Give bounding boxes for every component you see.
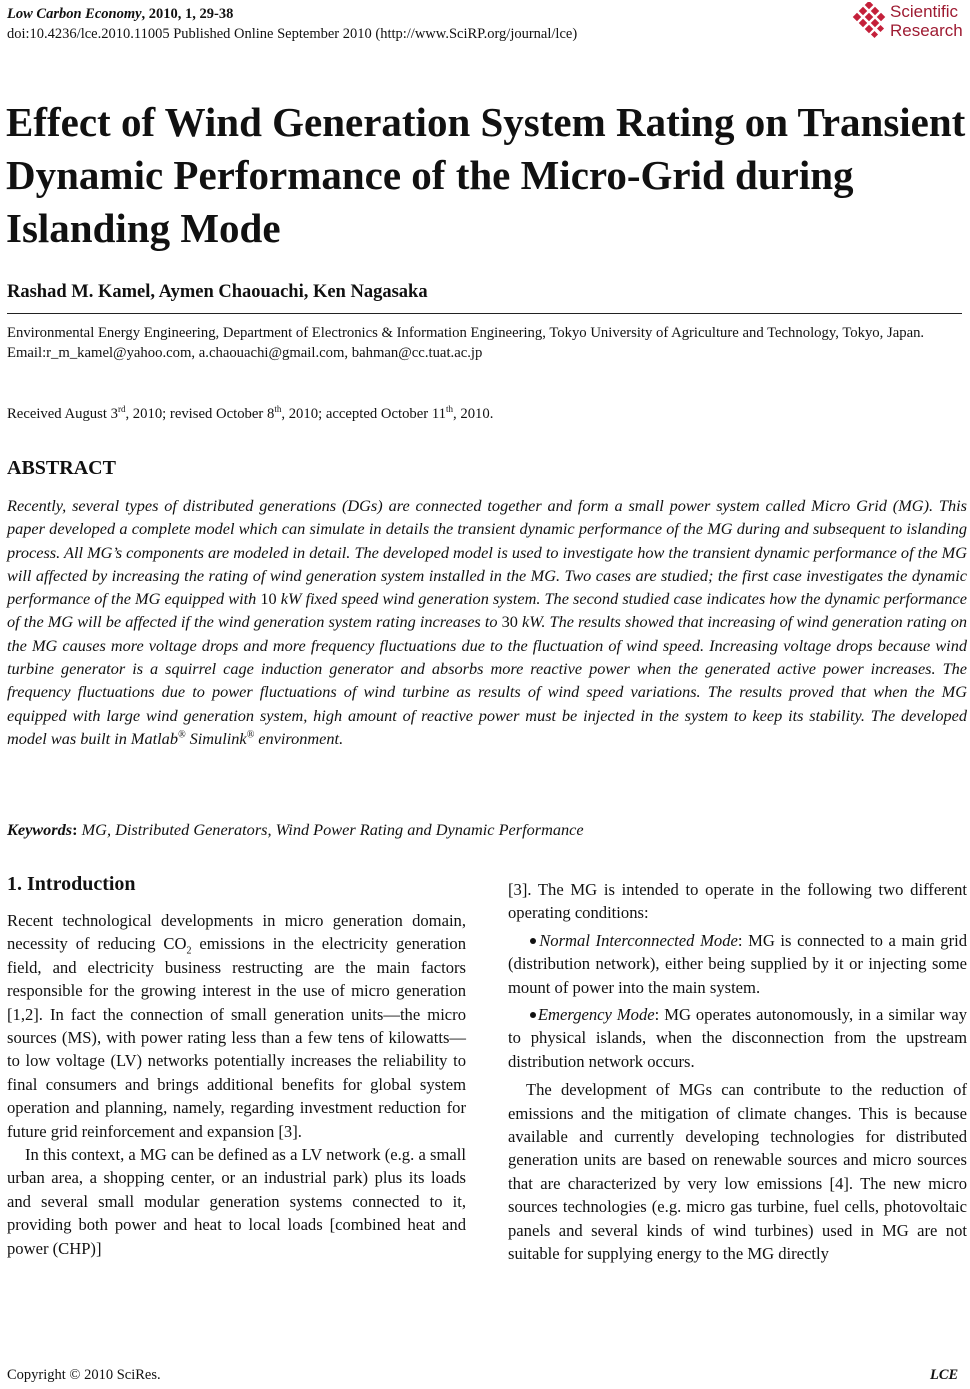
intro-paragraph-2: In this context, a MG can be defined as a LV network (e.g. a small urban area, a shopping center, or an industrial park) plus its loads and several small modular generation systems connected to it, providing both power and heat to local loads [combined heat and power (CHP)] xyxy=(7,1145,466,1258)
section-heading-introduction: 1. Introduction xyxy=(7,873,136,895)
co2-subscript: 2 xyxy=(186,945,192,957)
right-column xyxy=(508,878,967,1266)
bullet-icon xyxy=(530,1012,536,1018)
affiliation-block xyxy=(7,323,967,363)
author-list: Rashad M. Kamel, Aymen Chaouachi, Ken Nagasaka xyxy=(7,282,428,302)
scientific-research-logo xyxy=(852,2,970,42)
abstract-text: ) are connected together and form a small power system called Micro Grid ( xyxy=(377,496,899,515)
intro-paragraph-4: The development of MGs can contribute to the reduction of emissions and the mitigation of climate changes. This is because available and currently developing technologies for distributed generation units are based on renewable sources and micro sources that are characterized by very low emissions [4]. The new micro sources technologies (e.g. micro gas turbine, fuel cells, photovoltaic panels and several kinds of wind turbines) used in MG are not suitable for supplying energy to the MG directly xyxy=(508,1080,967,1264)
abstract-text: kW. The results showed that increasing of wind generation rating on the MG causes more voltage drops and more frequency fluctuations due to the fluctuation of wind speed. Increasing voltage drops because wind turbine generator is a squirrel cage induction generator and absorbs more reactive power when the generated active power increases. The frequency fluctuations due to power fluctuations of wind turbine as results of wind speed variations. The results proved that when the MG equipped with large wind generation system, high amount of reactive power must be injected in the system to keep its stability. The developed model was built in Matlab xyxy=(7,612,968,748)
intro-paragraph-3: [3]. The MG is intended to operate in the following two different operating conditions: xyxy=(508,880,967,923)
abstract-text: kW fixed speed wind generation system. The second studied case indicates how the dynamic performance of the MG will be affected if the wind generation system rating increases to xyxy=(7,589,968,632)
bullet-icon xyxy=(530,938,536,944)
received-text: Received August 3 xyxy=(7,405,118,422)
accepted-year: , 2010. xyxy=(453,405,494,422)
footer-journal-abbr: LCE xyxy=(930,1367,959,1383)
bullet-label: Normal Interconnected Mode xyxy=(539,930,738,950)
intro-paragraph-1 xyxy=(7,909,466,1143)
abstract-body xyxy=(7,494,967,750)
received-sup: rd xyxy=(117,404,126,414)
abstract-text: environment. xyxy=(254,728,344,748)
accepted-text: , 2010; accepted October 11 xyxy=(281,405,446,422)
logo-text-research: Research xyxy=(890,21,963,40)
abstract-text: DGs xyxy=(347,496,378,515)
abstract-text: ). This paper developed a complete model which can simulate in details the transient dynamic performance of the MG during and subsequent to islanding process. All MG’s components are modeled in detail. The developed model is used to investigate how the transient dynamic performance of the MG will affected by increasing the rating of wind generation system installed in the MG. Two cases are studied; the first case investigates the dynamic performance of the MG equipped with xyxy=(7,496,967,609)
journal-citation xyxy=(7,4,577,24)
abstract-number: 30 xyxy=(501,612,518,632)
logo-mark-icon xyxy=(852,2,888,40)
abstract-text: Simulink xyxy=(185,728,247,748)
journal-header xyxy=(7,4,577,44)
abstract-number: 10 xyxy=(260,589,277,609)
bullet-normal-mode xyxy=(508,929,967,999)
keywords xyxy=(7,820,584,840)
received-dates xyxy=(7,404,493,423)
doi-line: doi:10.4236/lce.2010.11005 Published Online September 2010 (http://www.SciRP.org/journal/lce) xyxy=(7,26,578,42)
footer-copyright: Copyright © 2010 SciRes. xyxy=(7,1367,161,1383)
keywords-text: MG, Distributed Generators, Wind Power Rating and Dynamic Performance xyxy=(81,820,584,839)
affiliation: Environmental Energy Engineering, Department of Electronics & Information Engineering, Tokyo University of Agriculture and Technology, Tokyo, Japan. xyxy=(7,325,925,341)
bullet-label: Emergency Mode xyxy=(537,1005,655,1025)
accepted-sup: th xyxy=(445,404,453,414)
revised-text: , 2010; revised October 8 xyxy=(125,405,275,422)
email-line: Email:r_m_kamel@yahoo.com, a.chaouachi@gmail.com, bahman@cc.tuat.ac.jp xyxy=(7,345,483,361)
bullet-text: : MG is connected to a main grid (distribution network), either being supplied by it or injecting some mount of power into the main system. xyxy=(508,930,967,997)
bullet-emergency-mode xyxy=(508,1003,967,1073)
abstract-text: MG xyxy=(898,496,924,515)
logo-text-scientific: Scientific xyxy=(890,2,959,21)
paragraph-text: emissions in the electricity generation field, and electricity business restructing are the main factors responsible for the growing interest in the use of micro generation [1,2]. In fact the connection of small generation units—the micro sources (MS), with power rating less than a few tens of kilowatts—to low voltage (LV) networks potentially increases the reliability to final consumers and brings additional benefits for global system operation and planning, namely, regarding investment reduction for future grid reinforcement and expansion [3]. xyxy=(7,934,466,1141)
abstract-heading: ABSTRACT xyxy=(7,457,116,479)
revised-sup: th xyxy=(274,404,282,414)
paper-title: Effect of Wind Generation System Rating on Transient Dynamic Performance of the Micro-Grid during Islanding Mode xyxy=(6,99,966,251)
registered-mark: ® xyxy=(177,729,186,741)
abstract-text: Recently, several types of distributed generations ( xyxy=(7,496,348,515)
author-divider xyxy=(7,313,962,314)
bullet-text: : MG operates autonomously, in a similar way to physical islands, when the disconnection from the upstream distribution network occurs. xyxy=(508,1005,967,1071)
paragraph-text: Recent technological developments in micro generation domain, necessity of reducing CO xyxy=(7,911,466,954)
journal-volume: , 2010, 1, 29-38 xyxy=(141,6,234,22)
keywords-label: Keywords xyxy=(7,820,73,839)
left-column xyxy=(7,871,466,1260)
keywords-separator: : xyxy=(72,820,82,839)
registered-mark: ® xyxy=(246,729,255,741)
journal-name: Low Carbon Economy xyxy=(7,6,142,22)
